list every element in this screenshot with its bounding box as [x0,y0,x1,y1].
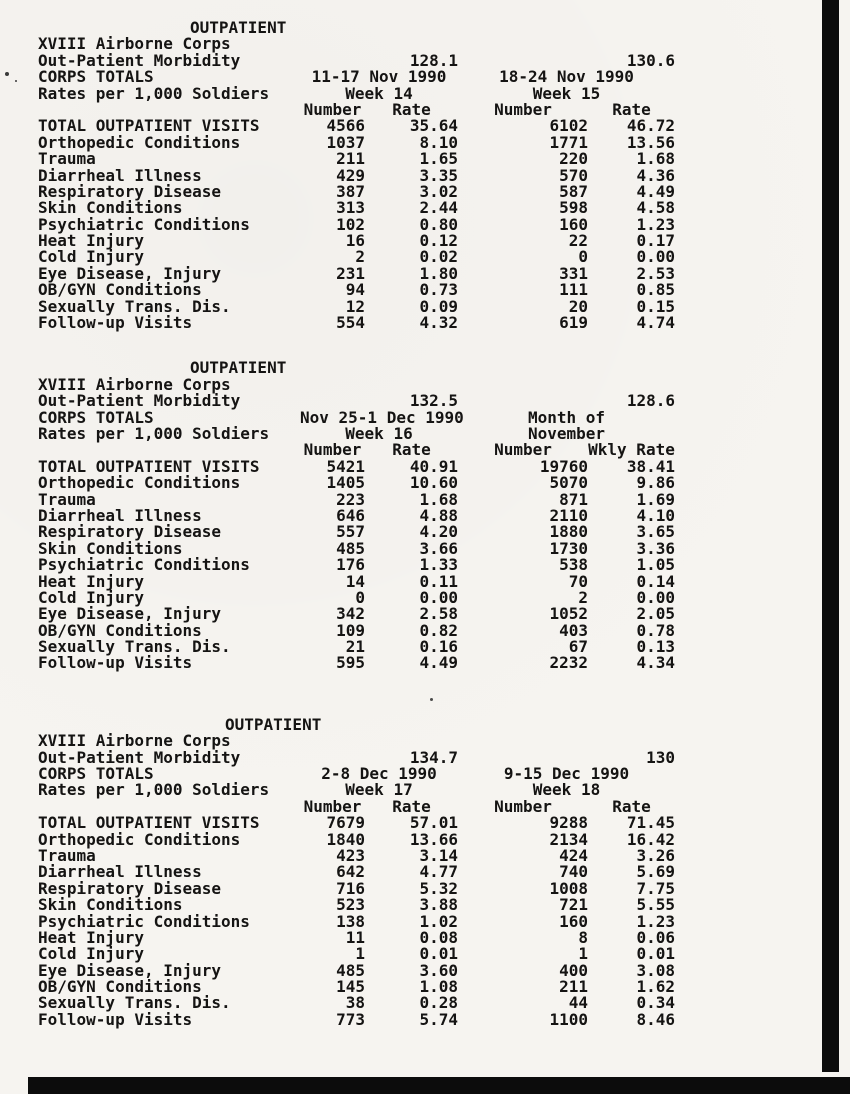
row-rate-2: 5.55 [636,895,675,915]
row-number-2: 9288 [549,813,588,833]
corps-totals-label: CORPS TOTALS [38,407,154,427]
col-header-rate-1: Rate [392,99,431,119]
row-rate-2: 8.46 [636,1009,675,1029]
row-rate-2: 3.26 [636,845,675,865]
row-label: Cold Injury [38,247,144,267]
row-rate-2: 71.45 [626,813,675,833]
morbidity-label: Out-Patient Morbidity [38,50,241,70]
row-number-2: 598 [559,198,588,218]
row-label: Diarrheal Illness [38,165,202,185]
row-rate-2: 3.08 [636,960,675,980]
row-rate-2: 4.36 [636,165,675,185]
row-rate-1: 0.12 [419,231,458,251]
row-label: Heat Injury [38,231,144,251]
row-number-2: 538 [559,555,588,575]
row-rate-1: 1.65 [419,149,458,169]
row-number-2: 111 [559,280,588,300]
morbidity-label: Out-Patient Morbidity [38,391,241,411]
row-number-1: 11 [345,927,365,947]
row-number-2: 331 [559,263,588,283]
table-row [38,1009,790,1029]
row-label: Sexually Trans. Dis. [38,993,231,1013]
row-number-2: 160 [559,911,588,931]
outpatient-report-week14-15 [38,20,790,331]
row-rate-1: 3.14 [419,845,458,865]
morbidity-value-2: 128.6 [626,391,675,411]
row-rate-1: 4.32 [419,313,458,333]
row-rate-1: 3.02 [419,181,458,201]
row-rate-1: 5.32 [419,878,458,898]
row-rate-1: 0.09 [419,296,458,316]
row-label: Heat Injury [38,571,144,591]
scan-artifact [430,698,433,701]
row-label: TOTAL OUTPATIENT VISITS [38,456,260,476]
row-number-2: 67 [568,637,588,657]
row-number-2: 1771 [549,132,588,152]
row-number-2: 2 [578,587,588,607]
org-name: XVIII Airborne Corps [38,374,231,394]
table-row [38,571,790,591]
period-2: 18-24 Nov 1990 [499,67,634,87]
row-number-2: 19760 [539,456,588,476]
row-number-2: 1730 [549,538,588,558]
row-number-1: 176 [336,555,365,575]
rates-label: Rates per 1,000 Soldiers [38,83,270,103]
row-rate-2: 0.85 [636,280,675,300]
row-rate-2: 1.05 [636,555,675,575]
row-rate-1: 0.02 [419,247,458,267]
row-rate-2: 0.78 [636,620,675,640]
row-number-1: 102 [336,214,365,234]
row-label: Follow-up Visits [38,653,193,673]
row-number-1: 138 [336,911,365,931]
row-rate-2: 38.41 [626,456,675,476]
row-number-2: 1052 [549,604,588,624]
row-rate-1: 0.01 [419,944,458,964]
row-rate-2: 9.86 [636,473,675,493]
row-rate-2: 3.36 [636,538,675,558]
row-rate-2: 0.01 [636,944,675,964]
row-rate-1: 2.44 [419,198,458,218]
row-rate-1: 2.58 [419,604,458,624]
row-number-2: 22 [568,231,588,251]
org-name: XVIII Airborne Corps [38,34,231,54]
table-row [38,132,790,152]
row-rate-1: 0.08 [419,927,458,947]
row-number-2: 220 [559,149,588,169]
row-number-2: 6102 [549,116,588,136]
row-label: Eye Disease, Injury [38,604,222,624]
row-rate-2: 0.06 [636,927,675,947]
row-rate-1: 3.88 [419,895,458,915]
row-label: Diarrheal Illness [38,862,202,882]
row-label: Eye Disease, Injury [38,263,222,283]
row-number-2: 403 [559,620,588,640]
rates-label: Rates per 1,000 Soldiers [38,780,270,800]
row-number-2: 5070 [549,473,588,493]
row-label: Orthopedic Conditions [38,132,241,152]
row-number-1: 2 [355,247,365,267]
row-rate-2: 0.17 [636,231,675,251]
table-row [38,927,790,947]
row-label: Trauma [38,489,96,509]
row-label: TOTAL OUTPATIENT VISITS [38,813,260,833]
row-number-2: 1008 [549,878,588,898]
row-rate-2: 3.65 [636,522,675,542]
outpatient-report-week16-november [38,360,790,671]
row-rate-1: 4.49 [419,653,458,673]
period-1: Nov 25-1 Dec 1990 [300,407,464,427]
row-number-2: 1880 [549,522,588,542]
row-rate-2: 0.34 [636,993,675,1013]
row-label: Skin Conditions [38,198,183,218]
row-label: TOTAL OUTPATIENT VISITS [38,116,260,136]
row-number-2: 20 [568,296,588,316]
row-rate-1: 1.80 [419,263,458,283]
row-rate-1: 13.66 [409,829,458,849]
col-header-number-2: Number [494,99,552,119]
row-rate-2: 1.23 [636,911,675,931]
row-label: Orthopedic Conditions [38,829,241,849]
row-number-1: 429 [336,165,365,185]
row-label: Eye Disease, Injury [38,960,222,980]
col-header-number-1: Number [303,796,362,816]
row-number-1: 716 [336,878,365,898]
row-label: Psychiatric Conditions [38,911,250,931]
row-label: Heat Injury [38,927,144,947]
week-1: Week 17 [345,780,413,800]
row-rate-2: 1.69 [636,489,675,509]
corps-totals-label: CORPS TOTALS [38,67,154,87]
scan-edge-right [822,0,839,1072]
row-number-1: 145 [336,977,365,997]
row-rate-2: 2.05 [636,604,675,624]
row-number-2: 871 [559,489,588,509]
table-row [38,911,790,931]
row-number-1: 4566 [326,116,365,136]
row-number-1: 21 [345,637,365,657]
org-name: XVIII Airborne Corps [38,731,231,751]
row-rate-2: 0.00 [636,247,675,267]
row-rate-1: 0.28 [419,993,458,1013]
row-number-1: 313 [336,198,365,218]
row-rate-1: 0.82 [419,620,458,640]
morbidity-value-1: 128.1 [409,50,458,70]
row-number-1: 0 [355,587,365,607]
row-label: Follow-up Visits [38,313,193,333]
period-2: 9-15 Dec 1990 [503,764,630,784]
scan-artifact [5,72,9,76]
row-label: Respiratory Disease [38,181,222,201]
row-rate-2: 7.75 [636,878,675,898]
row-label: Trauma [38,149,96,169]
row-number-1: 646 [336,505,365,525]
row-number-1: 342 [336,604,365,624]
period-1: 2-8 Dec 1990 [321,764,437,784]
col-header-number-1: Number [303,99,362,119]
row-label: Psychiatric Conditions [38,214,250,234]
scan-edge-bottom [28,1077,850,1094]
row-number-1: 231 [336,263,365,283]
row-number-2: 619 [559,313,588,333]
row-label: Follow-up Visits [38,1009,193,1029]
row-number-2: 160 [559,214,588,234]
col-header-rate-2: Wkly Rate [588,440,675,460]
row-number-1: 485 [336,960,365,980]
row-rate-1: 1.02 [419,911,458,931]
row-rate-1: 0.80 [419,214,458,234]
row-number-1: 523 [336,895,365,915]
col-header-number-2: Number [494,440,552,460]
col-header-rate-1: Rate [392,796,431,816]
table-row [38,829,790,849]
row-label: Orthopedic Conditions [38,473,241,493]
row-number-1: 211 [336,149,365,169]
row-number-1: 7679 [326,813,365,833]
row-number-2: 740 [559,862,588,882]
col-header-rate-2: Rate [612,796,651,816]
period-1: 11-17 Nov 1990 [311,67,447,87]
col-header-number-2: Number [494,796,552,816]
row-rate-1: 57.01 [409,813,458,833]
morbidity-value-2: 130 [646,747,675,767]
table-row [38,475,790,491]
row-label: Psychiatric Conditions [38,555,250,575]
row-label: Trauma [38,845,96,865]
row-label: Skin Conditions [38,895,183,915]
row-rate-2: 46.72 [626,116,675,136]
row-rate-2: 0.13 [636,637,675,657]
rates-label: Rates per 1,000 Soldiers [38,423,270,443]
row-rate-1: 0.73 [419,280,458,300]
row-number-2: 2232 [549,653,588,673]
row-rate-2: 0.14 [636,571,675,591]
row-number-1: 38 [345,993,365,1013]
row-rate-2: 4.10 [636,505,675,525]
week-2: Week 15 [532,83,601,103]
row-label: OB/GYN Conditions [38,977,202,997]
row-rate-1: 3.35 [419,165,458,185]
week-2: Week 18 [532,780,601,800]
row-label: Cold Injury [38,587,144,607]
row-number-1: 485 [336,538,365,558]
week-1: Week 14 [345,83,413,103]
row-rate-1: 0.16 [419,637,458,657]
row-number-1: 223 [336,489,365,509]
table-row [38,214,790,234]
row-rate-1: 1.68 [419,489,458,509]
row-number-1: 1405 [326,473,365,493]
row-number-2: 400 [559,960,588,980]
row-rate-1: 3.66 [419,538,458,558]
row-number-1: 423 [336,845,365,865]
row-label: Cold Injury [38,944,144,964]
row-number-1: 557 [336,522,365,542]
row-number-2: 1 [578,944,588,964]
morbidity-label: Out-Patient Morbidity [38,747,241,767]
row-number-2: 70 [568,571,588,591]
row-number-2: 721 [559,895,588,915]
row-label: OB/GYN Conditions [38,620,202,640]
table-row [38,315,790,331]
outpatient-report-week17-18 [38,714,790,1029]
row-number-2: 211 [559,977,588,997]
week-1: Week 16 [345,423,413,443]
row-rate-2: 1.23 [636,214,675,234]
row-rate-1: 0.11 [419,571,458,591]
table-row [38,233,790,249]
row-rate-2: 1.68 [636,149,675,169]
row-rate-1: 4.88 [419,505,458,525]
row-number-2: 587 [559,181,588,201]
col-header-number-1: Number [303,440,362,460]
row-number-1: 1840 [326,829,365,849]
row-number-1: 12 [345,296,365,316]
row-rate-2: 4.34 [636,653,675,673]
col-header-rate-2: Rate [612,99,651,119]
table-row [38,655,790,671]
row-rate-2: 0.00 [636,587,675,607]
row-label: Sexually Trans. Dis. [38,637,231,657]
row-number-1: 1037 [326,132,365,152]
row-rate-1: 3.60 [419,960,458,980]
row-label: Respiratory Disease [38,522,222,542]
row-rate-1: 5.74 [419,1009,458,1029]
row-rate-1: 4.77 [419,862,458,882]
row-rate-2: 2.53 [636,263,675,283]
document-content [38,20,790,1028]
row-rate-2: 16.42 [626,829,675,849]
row-rate-1: 4.20 [419,522,458,542]
row-number-2: 2134 [549,829,588,849]
row-rate-1: 35.64 [409,116,458,136]
table-row [38,557,790,573]
row-label: OB/GYN Conditions [38,280,202,300]
row-rate-1: 8.10 [419,132,458,152]
morbidity-value-1: 134.7 [409,747,458,767]
row-rate-2: 13.56 [626,132,675,152]
period-2: Month of [527,407,606,427]
row-number-1: 773 [336,1009,365,1029]
row-number-2: 8 [578,927,588,947]
row-rate-2: 4.58 [636,198,675,218]
row-number-2: 1100 [549,1009,588,1029]
row-number-1: 94 [345,280,365,300]
row-label: Sexually Trans. Dis. [38,296,231,316]
row-rate-1: 10.60 [409,473,458,493]
row-label: Diarrheal Illness [38,505,202,525]
row-number-2: 424 [559,845,588,865]
row-number-1: 387 [336,181,365,201]
row-number-1: 1 [355,944,365,964]
row-number-2: 570 [559,165,588,185]
row-rate-2: 4.49 [636,181,675,201]
row-label: Respiratory Disease [38,878,222,898]
row-number-1: 109 [336,620,365,640]
morbidity-value-2: 130.6 [626,50,675,70]
row-number-2: 2110 [549,505,588,525]
morbidity-value-1: 132.5 [409,391,458,411]
row-number-2: 44 [568,993,588,1013]
row-number-2: 0 [578,247,588,267]
row-rate-2: 0.15 [636,296,675,316]
row-number-1: 595 [336,653,365,673]
report-title: OUTPATIENT [190,358,287,378]
row-number-1: 16 [345,231,365,251]
week-2: November [527,423,606,443]
row-rate-1: 1.33 [419,555,458,575]
report-title: OUTPATIENT [190,18,287,37]
row-number-1: 554 [336,313,365,333]
row-rate-1: 40.91 [409,456,458,476]
row-rate-2: 4.74 [636,313,675,333]
report-title: OUTPATIENT [225,714,322,734]
row-rate-2: 5.69 [636,862,675,882]
row-label: Skin Conditions [38,538,183,558]
col-header-rate-1: Rate [392,440,431,460]
row-rate-1: 1.08 [419,977,458,997]
row-number-1: 14 [345,571,365,591]
row-number-1: 5421 [326,456,365,476]
row-number-1: 642 [336,862,365,882]
row-rate-2: 1.62 [636,977,675,997]
row-rate-1: 0.00 [419,587,458,607]
corps-totals-label: CORPS TOTALS [38,764,154,784]
